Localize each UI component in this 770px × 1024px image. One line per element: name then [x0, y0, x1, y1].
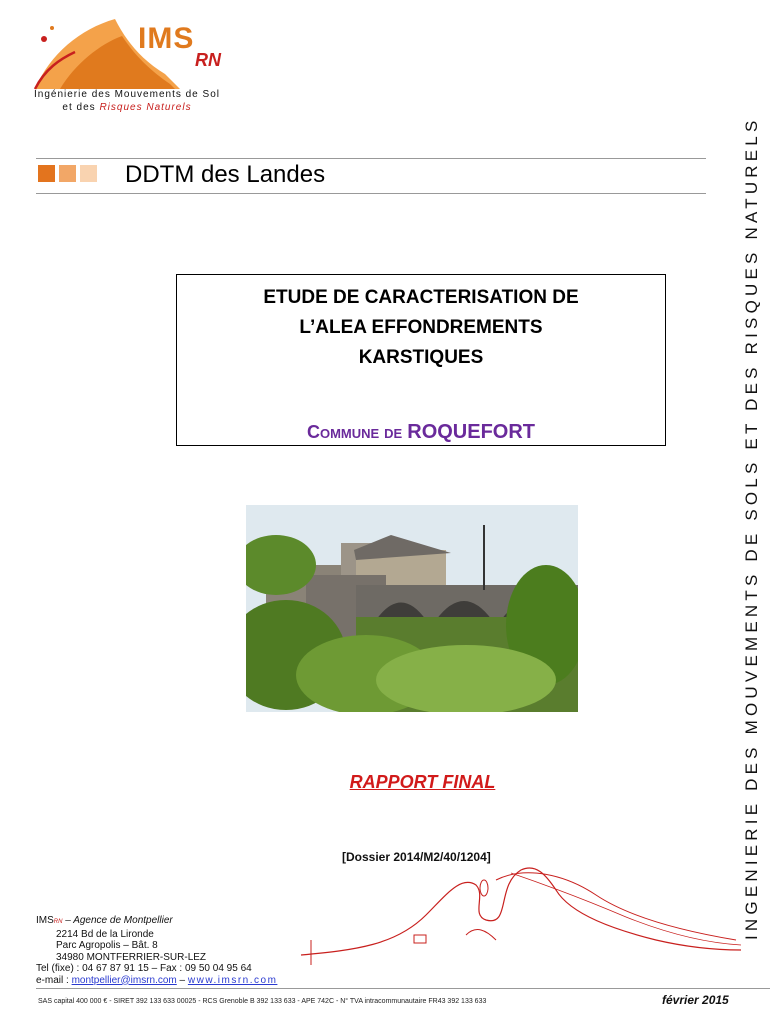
company-logo	[30, 14, 230, 94]
legal-footer: SAS capital 400 000 € - SIRET 392 133 633 00025 - RCS Grenoble B 392 133 633 - APE 742C - N° TVA intracommunautaire FR43 392 133 633	[38, 998, 487, 1005]
side-banner-text: INGENIERIE DES MOUVEMENTS DE SOLS ET DES RISQUES NATURELS	[742, 116, 761, 940]
agency-brand-sub: RN	[53, 919, 63, 925]
commune-name: ROQUEFORT	[407, 421, 536, 443]
footer-rule	[36, 988, 770, 989]
cover-photo	[246, 505, 578, 712]
agency-heading	[36, 915, 277, 929]
header-rule-top	[36, 158, 706, 159]
address-line2: Parc Agropolis – Bât. 8	[56, 940, 158, 951]
phone-fax: Tel (fixe) : 04 67 87 91 15 – Fax : 09 50 04 95 64	[36, 963, 252, 974]
address-line1: 2214 Bd de la Lironde	[56, 928, 154, 940]
contact-line	[36, 975, 277, 987]
header-square-light	[80, 165, 97, 182]
tagline-prefix: et des	[62, 102, 96, 113]
header-square-dark	[38, 165, 55, 182]
contact-separator: –	[179, 974, 186, 986]
logo-brand-sub: RN	[195, 50, 221, 70]
tagline-line2	[22, 101, 232, 114]
commune-label	[177, 421, 665, 444]
agency-address	[36, 915, 277, 986]
study-title-line2: L’ALEA EFFONDREMENTS	[299, 317, 543, 338]
agency-name: – Agence de Montpellier	[65, 915, 173, 926]
header-rule-bottom	[36, 193, 706, 194]
report-type: RAPPORT FINAL	[349, 772, 496, 792]
website-link[interactable]: www.imsrn.com	[187, 974, 278, 986]
logo-brand: IMS	[138, 22, 195, 55]
tagline-highlight: Risques Naturels	[99, 102, 192, 113]
email-link[interactable]: montpellier@imsrn.com	[71, 974, 177, 986]
report-date: février 2015	[662, 993, 729, 1007]
study-title-box	[176, 274, 666, 446]
client-title: DDTM des Landes	[125, 161, 326, 188]
landscape-sketch-image	[296, 855, 746, 970]
commune-prefix: Commune de	[306, 422, 403, 442]
study-title-line3: KARSTIQUES	[358, 347, 484, 368]
village-bridge-image	[246, 505, 578, 712]
agency-brand: IMS	[36, 915, 54, 926]
company-tagline	[22, 88, 232, 114]
header-square-medium	[59, 165, 76, 182]
tagline-line1: Ingénierie des Mouvements de Sol	[34, 89, 220, 100]
email-label: e-mail :	[36, 974, 69, 986]
study-title-line1: ETUDE DE CARACTERISATION DE	[263, 287, 579, 308]
dossier-number: [Dossier 2014/M2/40/1204]	[342, 850, 491, 864]
address-line3: 34980 MONTFERRIER-SUR-LEZ	[56, 951, 207, 963]
